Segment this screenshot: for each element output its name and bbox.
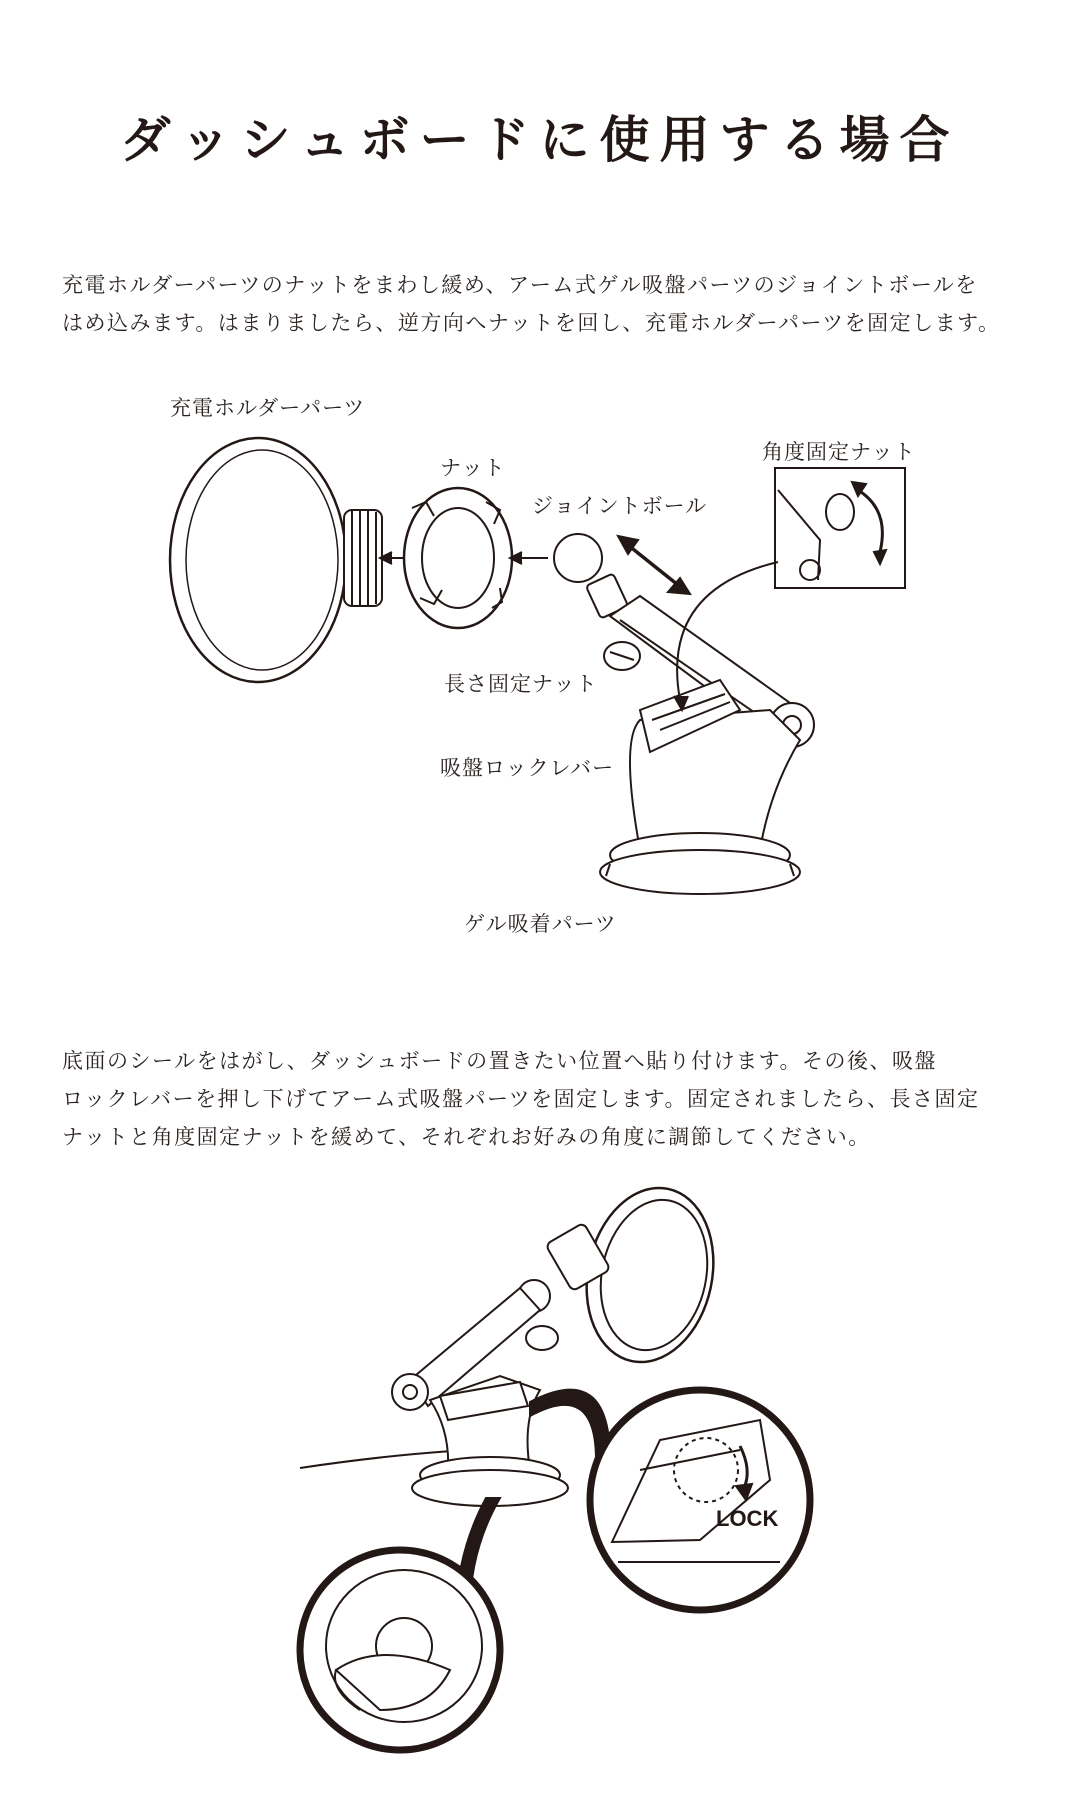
paragraph-line: はめ込みます。はまりましたら、逆方向へナットを回し、充電ホルダーパーツを固定します。 <box>62 311 1001 335</box>
installation-diagram <box>0 1170 1080 1790</box>
instruction-paragraph-1 <box>62 266 1022 342</box>
label-length-nut: 長さ固定ナット <box>444 672 598 696</box>
lock-detail-circle <box>590 1390 810 1610</box>
peel-detail-circle <box>300 1550 500 1750</box>
label-lock-lever: 吸盤ロックレバー <box>440 756 615 780</box>
paragraph-line: ナットと角度固定ナットを緩めて、それぞれお好みの角度に調節してください。 <box>62 1125 871 1149</box>
page-title: ダッシュボードに使用する場合 <box>120 111 960 169</box>
assembly-diagram <box>0 380 1080 940</box>
length-nut <box>526 1326 558 1350</box>
label-nut: ナット <box>440 456 506 480</box>
paragraph-line: ロックレバーを押し下げてアーム式吸盤パーツを固定します。固定されましたら、長さ固定 <box>62 1087 980 1111</box>
label-angle-nut: 角度固定ナット <box>762 440 916 464</box>
paragraph-line: 底面のシールをはがし、ダッシュボードの置きたい位置へ貼り付けます。その後、吸盤 <box>62 1049 937 1073</box>
paragraph-line: 充電ホルダーパーツのナットをまわし緩め、アーム式ゲル吸盤パーツのジョイントボールを <box>62 273 978 297</box>
charger-disc <box>170 438 346 682</box>
instruction-paragraph-2 <box>62 1042 1022 1156</box>
label-gel-suction: ゲル吸着パーツ <box>464 912 617 936</box>
label-joint-ball: ジョイントボール <box>532 494 708 518</box>
joint-ball <box>554 534 602 582</box>
label-charger: 充電ホルダーパーツ <box>170 396 366 420</box>
lock-text: LOCK <box>716 1506 779 1531</box>
